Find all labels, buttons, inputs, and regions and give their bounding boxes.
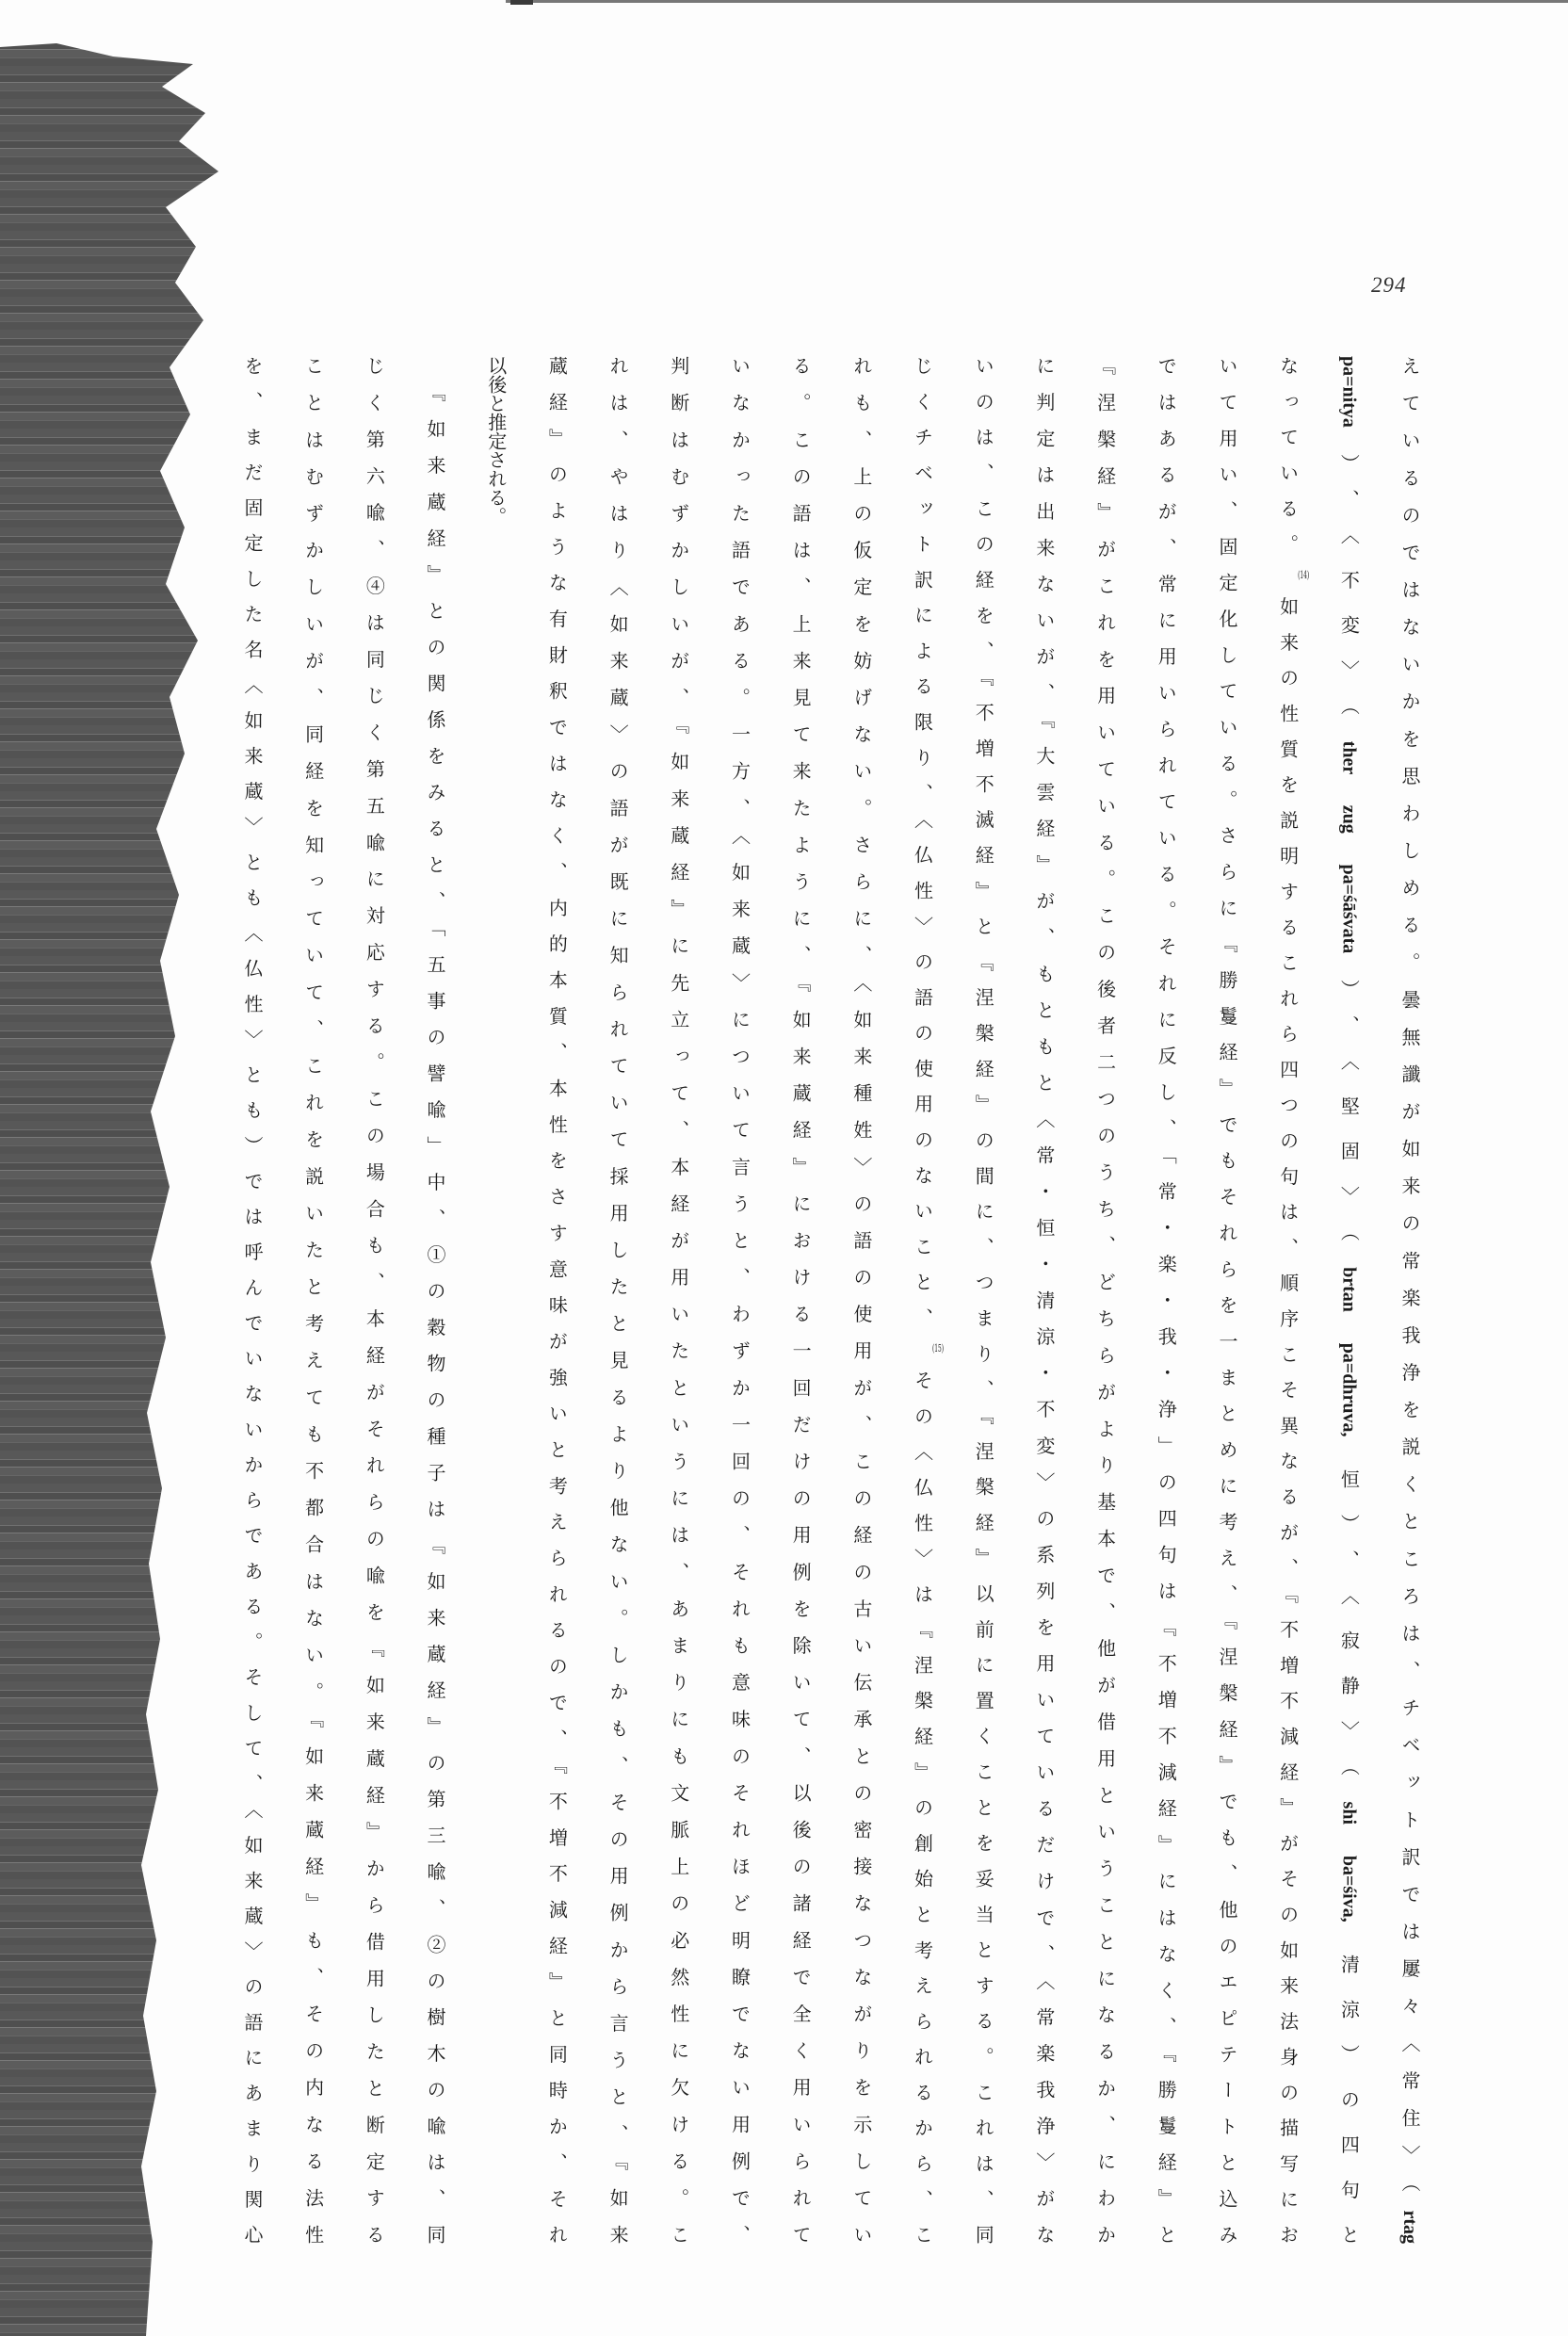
- text-run: に判定は出来ないが、『大雲経』が、もともと〈常・恒・清涼・不変〉の系列を用いているだけで、〈常楽我浄〉がな: [1032, 356, 1056, 2244]
- page-number: 294: [1371, 273, 1407, 297]
- romanized-term: brtan pa=dhruva,: [1338, 1267, 1360, 1437]
- text-run: 『如来蔵経』との関係をみると、「五事の譬喩」中、①の穀物の種子は『如来蔵経』の第三喩、②の樹木の喩は、同: [424, 356, 446, 2244]
- note-marker: (15): [931, 1343, 945, 1355]
- scan-top-edge-mark: [510, 0, 533, 5]
- scan-top-edge-line: [506, 0, 1568, 3]
- text-run: なっている。: [1276, 356, 1300, 570]
- text-run: その〈仏性〉は『涅槃経』の創始と考えられるから、こ: [911, 1370, 934, 2244]
- text-run: じくチベット訳による限り、〈仏性〉の語の使用のないこと、: [911, 356, 934, 1344]
- text-run: ）、〈堅固〉（: [1337, 953, 1361, 1268]
- text-column: [1257, 356, 1318, 2244]
- text-run: いなかった語である。一方、〈如来蔵〉について言うと、わずか一回の、それも意味のそれほど明瞭でない用例で、: [728, 356, 752, 2244]
- text-run: れも、上の仮定を妨げない。さらに、〈如来種姓〉の語の使用が、この経の古い伝承との密接なつながりを示してい: [849, 356, 873, 2244]
- text-run: 清涼）の四句と: [1337, 1922, 1361, 2244]
- text-run: 判断はむずかしいが、『如来蔵経』に先立って、本経が用いたというには、あまりにも文脈上の必然性に欠ける。こ: [667, 356, 690, 2244]
- text-run: 如来の性質を説明するこれら四つの句は、順序こそ異なるが、『不増不減経』がその如来法身の描写にお: [1276, 596, 1300, 2244]
- text-run: を、まだ固定した名〈如来蔵〉とも〈仏性〉とも）では呼んでいないからである。そして、〈如来蔵〉の語にあまり関心: [240, 356, 264, 2244]
- text-column: [404, 356, 465, 2244]
- text-run: 『涅槃経』がこれを用いている。この後者二つのうち、どちらがより基本で、他が借用ということになるか、にわか: [1093, 356, 1117, 2244]
- text-run: いて用い、固定化している。さらに『勝鬘経』でもそれらを一まとめに考え、『涅槃経』でも、他のエピテートと込み: [1215, 356, 1238, 2244]
- text-run: じく第六喩、④は同じく第五喩に対応する。この場合も、本経がそれらの喩を『如来蔵経』から借用したと断定する: [363, 356, 386, 2244]
- text-run: 恒）、〈寂静〉（: [1337, 1436, 1361, 1802]
- text-run: いのは、この経を、『不増不滅経』と『涅槃経』の間に、つまり、『涅槃経』以前に置くことを妥当とする。これは、同: [972, 356, 995, 2244]
- body-text: [221, 356, 1440, 2244]
- romanized-term: ther zug pa=śāśvata: [1338, 740, 1360, 954]
- text-column: [587, 356, 648, 2244]
- text-column: [831, 356, 892, 2244]
- text-column: [1318, 356, 1380, 2244]
- text-column: [221, 356, 283, 2244]
- romanized-term: shi ba=śiva,: [1338, 1801, 1360, 1922]
- text-run: れは、やはり〈如来蔵〉の語が既に知られていて採用したと見るより他ない。しかも、その用例から言うと、『如来: [606, 356, 630, 2244]
- text-column: [709, 356, 770, 2244]
- scan-edge-shadow: [0, 0, 231, 2336]
- text-run: ではあるが、常に用いられている。それに反し、「常・楽・我・浄」の四句は『不増不減経』にはなく、『勝鬘経』と: [1155, 356, 1178, 2244]
- text-column: [769, 356, 831, 2244]
- text-column: [892, 356, 953, 2244]
- text-run: る。この語は、上来見て来たように、『如来蔵経』における一回だけの用例を除いて、以後の諸経で全く用いられて: [789, 356, 813, 2244]
- text-run: えているのではないかを思わしめる。曇無讖が如来の常楽我浄を説くところは、チベット訳では屢々〈常住〉（: [1398, 356, 1421, 2211]
- text-column: [1075, 356, 1136, 2244]
- text-column: [465, 356, 526, 2244]
- text-run: 以後と推定される。: [484, 356, 508, 526]
- text-column: [344, 356, 405, 2244]
- text-column: [526, 356, 588, 2244]
- text-column: [283, 356, 344, 2244]
- text-run: ことはむずかしいが、同経を知っていて、これを説いたと考えても不都合はない。『如来蔵経』も、その内なる法性: [301, 356, 325, 2244]
- text-column: [1136, 356, 1197, 2244]
- text-column: [648, 356, 709, 2244]
- text-column: [1013, 356, 1075, 2244]
- romanized-term: rtag: [1399, 2210, 1420, 2244]
- text-column: [1379, 356, 1440, 2244]
- romanized-term: pa=nitya: [1338, 356, 1360, 428]
- text-run: ）、〈不変〉（: [1337, 427, 1361, 741]
- text-column: [1196, 356, 1257, 2244]
- note-marker: (14): [1298, 569, 1310, 580]
- text-run: 蔵経』のような有財釈ではなく、内的本質、本性をさす意味が強いと考えられるので、『不増不減経』と同時か、それ: [545, 356, 569, 2244]
- text-column: [953, 356, 1014, 2244]
